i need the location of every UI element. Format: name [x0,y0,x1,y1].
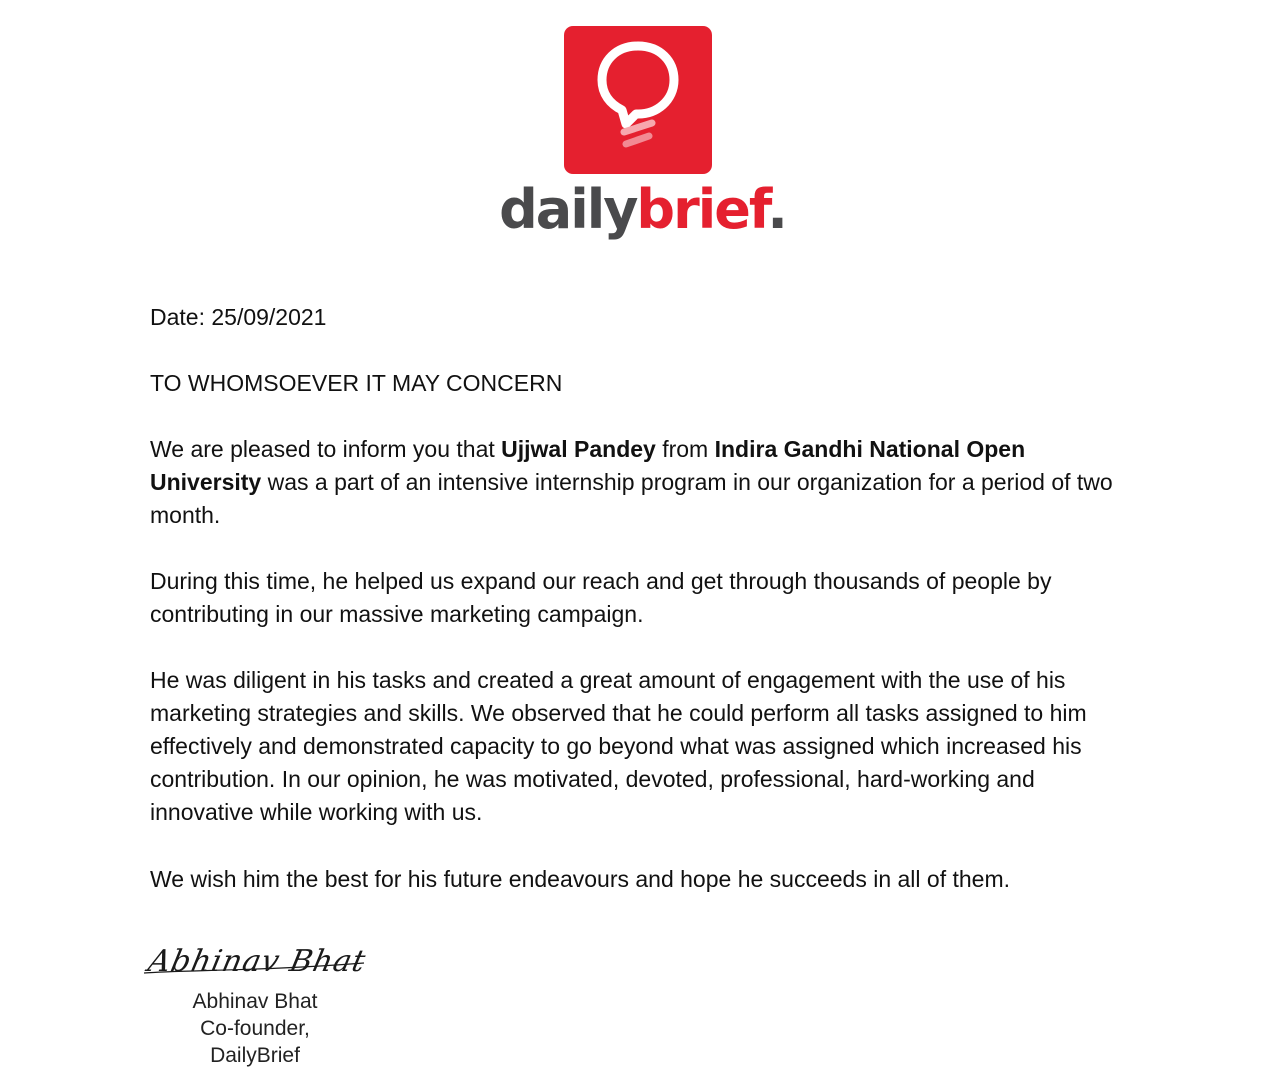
logo-wordmark [499,180,786,240]
logo-dot: . [767,178,786,241]
letter-paragraph-intro [150,433,1140,532]
letter-date: Date: 25/09/2021 [150,304,327,330]
lightbulb-speech-icon [564,26,712,174]
signer-name: Abhinav Bhat [192,990,318,1013]
intern-name: Ujjwal Pandey [501,436,656,462]
company-logo [0,26,1275,240]
intro-text-2: from [655,436,715,462]
letter-paragraph-closing: We wish him the best for his future endeavours and hope he succeeds in all of them. [150,866,1011,892]
institution-name: Indira Gandhi National Open University [150,436,1026,495]
logo-word-brief: brief [636,178,768,241]
letter-paragraph-work: During this time, he helped us expand our reach and get through thousands of people by contributing in our massive marketing campaign. [150,568,1052,627]
letter-paragraph-evaluation: He was diligent in his tasks and created a great amount of engagement with the use of his marketing strategies and skills. We observed that he could perform all tasks assigned to him effectively and demonstrated capacity to go beyond what was assigned which increased his contribution. In our opinion, he was motivated, devoted, professional, hard-working and innovative while working with us. [150,667,1087,825]
svg-text:Abhinav Bhat: Abhinav Bhat [145,944,370,979]
signer-title: Co-founder, [200,1017,310,1040]
handwritten-signature [142,937,372,985]
signer-company: DailyBrief [210,1044,300,1067]
letter-salutation: TO WHOMSOEVER IT MAY CONCERN [150,370,563,396]
signer-block [150,988,360,1069]
intro-text-1: We are pleased to inform you that [150,436,502,462]
logo-word-daily: daily [499,178,637,241]
intro-text-3: was a part of an intensive internship program in our organization for a period of two month. [150,469,1113,528]
